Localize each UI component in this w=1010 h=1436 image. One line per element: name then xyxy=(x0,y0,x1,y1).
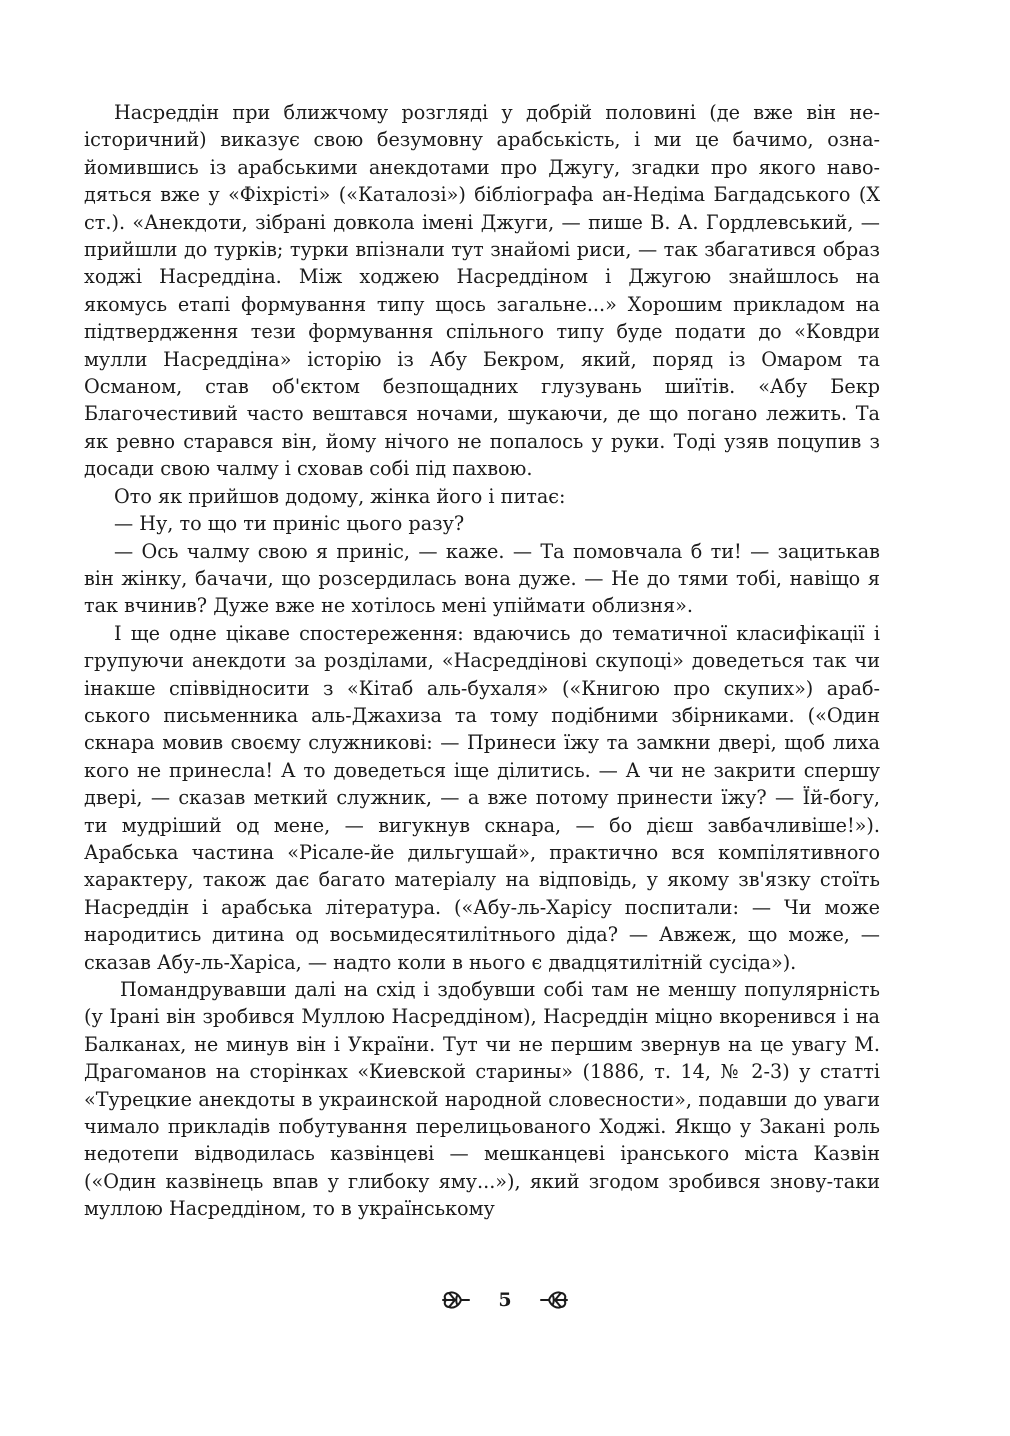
fleuron-left-icon xyxy=(441,1288,471,1312)
page-body xyxy=(84,99,880,1223)
paragraph-5: І ще одне цікаве спостереження: вдаючись до тематичної класифікації і групуючи анекдоти за розділами, «Насреддінові скупоці» доведеться так чи інакше співвідносити з «Кітаб аль-бухаля» («Книгою про скупих») арабського письменника аль-Джахиза та тому подібними збірниками. («Один скнара мовив своєму служникові: — Принеси їжу та замкни двері, щоб лиха кого не принесла! А то доведеться іще ділитись. — А чи не закрити спершу двері, — сказав меткий служник, — а вже потому принести їжу? — Їй-богу, ти мудріший од мене, — вигукнув скнара, — бо дієш завбачливіше!»). Арабська частина «Рісале-йе дильгушай», практично вся компілятивного характеру, також дає багато матеріалу на відповідь, у якому зв'язку стоїть Насреддін і арабська література. («Абу-ль-Харісу поспитали: — Чи може народитись дитина од восьмидесятилітнього діда? — Авжеж, що може, — сказав Абу-ль-Харіса, — надто коли в нього є двадцятилітній сусіда»). xyxy=(84,621,880,974)
paragraph-4: — Ось чалму свою я приніс, — каже. — Та помовчала б ти! — зацитькав він жінку, бачачи, що розсердилась вона дуже. — Не до тями тобі, навіщо я так вчинив? Дуже вже не хотілось мені упіймати облизня». xyxy=(84,539,880,618)
page-footer xyxy=(0,1284,1010,1316)
paragraph-1: Насреддін при ближчому розгляді у добрій половині (де вже він неісторичний) виказує свою безумовну арабськість, і ми це бачимо, ознайомившись із арабськими анекдотами про Джугу, згадки про якого наводяться вже у «Фіхрісті» («Каталозі») бібліографа ан-Недіма Багдадського (X ст.). «Анекдоти, зібрані довкола імені Джуги, — пише В. А. Гордлевський, — прийшли до турків; турки впізнали тут знайомі риси, — так збагатився образ ходжі Насреддіна. Між ходжею Насреддіном і Джугою знайшлось на якомусь етапі формування типу щось загальне...» Хорошим прикладом на підтвердження тези формування спільного типу буде подати до «Ковдри мулли Насреддіна» історію із Абу Бекром, який, поряд із Омаром та Османом, став об'єктом безпощадних глузувань шиїтів. «Абу Бекр Благочестивий часто вештався ночами, шукаючи, де що погано лежить. Та як ревно старався він, йому нічого не попалось у руки. Тоді узяв поцупив з досади свою чалму і сховав собі під пахвою. xyxy=(84,101,880,481)
paragraph-3: — Ну, то що ти приніс цього разу? xyxy=(114,512,465,536)
fleuron-right-icon xyxy=(539,1288,569,1312)
page-number: 5 xyxy=(498,1289,512,1311)
paragraph-6: Помандрувавши далі на схід і здобувши собі там не меншу популярність (у Ірані він зробився Муллою Насреддіном), Насреддін міцно вкоренився і на Балканах, не минув він і України. Тут чи не першим звернув на це увагу М. Драгоманов на сторінках «Киевской старины» (1886, т. 14, № 2-3) у статті «Турецкие анекдоты в украинской народной словесности», подавши до уваги чимало прикладів побутування перелицьованого Ходжі. Якщо у Закані роль недотепи відводилась казвінцеві — мешканцеві іранського міста Казвін («Один казвінець впав у глибоку яму...»), який згодом зробився знову-таки муллою Насреддіном, то в українському xyxy=(84,978,880,1221)
paragraph-2: Ото як прийшов додому, жінка його і питає: xyxy=(114,484,566,508)
